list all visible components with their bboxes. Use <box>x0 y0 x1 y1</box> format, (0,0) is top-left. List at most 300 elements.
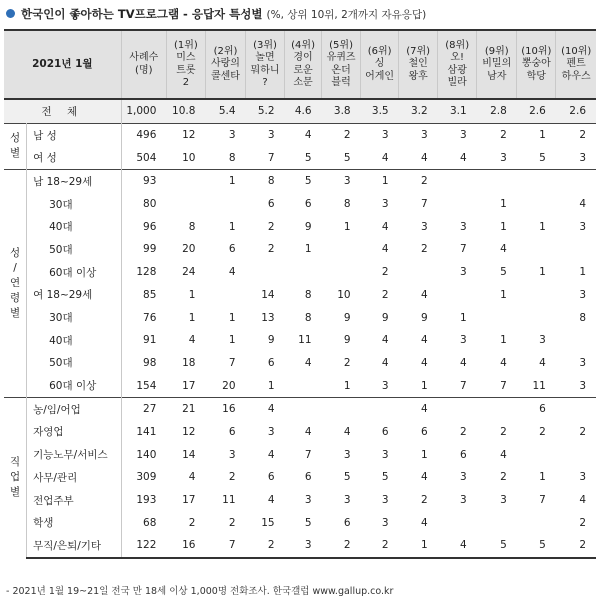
sample-size-cell: 1,000 <box>121 99 166 123</box>
percent-cell: 6 <box>228 243 236 256</box>
sample-size-cell: 93 <box>121 170 166 193</box>
percent-cell: 4 <box>420 151 428 164</box>
percent-cell: 10 <box>337 288 351 301</box>
percent-cell: 5 <box>343 471 351 484</box>
percent-cell: 6 <box>381 425 389 438</box>
percent-cell: 4 <box>420 334 428 347</box>
percent-cell: 1 <box>228 334 236 347</box>
program-name-line: 하우스 <box>561 70 591 82</box>
sample-size-cell: 99 <box>121 238 166 261</box>
percent-cell: 9 <box>304 220 312 233</box>
percent-cell: 4 <box>246 397 285 420</box>
percent-cell: 2 <box>460 425 467 438</box>
percent-cell: 2 <box>399 170 438 193</box>
percent-cell: 3 <box>304 494 312 507</box>
group-label-char: 별 <box>9 307 21 319</box>
percent-cell: 3 <box>579 356 586 369</box>
percent-cell: 1 <box>228 220 236 233</box>
percent-cell <box>361 397 399 420</box>
percent-cell: 2 <box>420 243 428 256</box>
percent-cell <box>517 170 556 193</box>
percent-cell: 3 <box>343 448 351 461</box>
program-name-line: 뽕숭아 <box>521 58 551 70</box>
percent-cell: 21 <box>166 397 205 420</box>
percent-cell: 3 <box>460 471 467 484</box>
percent-cell: 4 <box>381 151 389 164</box>
percent-cell <box>517 511 556 534</box>
percent-cell <box>477 511 517 534</box>
percent-cell: 2 <box>579 516 586 529</box>
percent-cell: 16 <box>166 534 205 558</box>
percent-cell: 14 <box>182 448 196 461</box>
title-text: 한국인이 좋아하는 TV프로그램 - 응답자 특성별 <box>21 7 263 21</box>
percent-cell: 7 <box>420 198 428 211</box>
percent-cell: 5.2 <box>246 99 285 123</box>
percent-cell: 2 <box>500 425 507 438</box>
group-label-char: 별 <box>9 486 21 499</box>
percent-cell: 4 <box>420 516 428 529</box>
percent-cell: 4 <box>343 425 351 438</box>
sample-size-cell: 504 <box>121 146 166 169</box>
program-rank: (7위) <box>406 45 431 57</box>
sample-size-cell: 27 <box>121 397 166 420</box>
percent-cell: 4 <box>381 356 389 369</box>
percent-cell: 2 <box>556 123 596 146</box>
percent-cell: 5 <box>285 170 322 193</box>
table-row <box>4 489 596 512</box>
percent-cell: 2 <box>246 534 285 558</box>
sample-size-cell: 68 <box>121 511 166 534</box>
group-label-char: 별 <box>9 147 21 160</box>
percent-cell: 2.6 <box>556 99 596 123</box>
table-row <box>4 352 596 375</box>
percent-cell <box>246 261 285 284</box>
table-row <box>4 170 596 193</box>
percent-cell <box>477 306 517 329</box>
percent-cell <box>285 261 322 284</box>
percent-cell <box>285 397 322 420</box>
header-program <box>246 30 285 99</box>
sample-size-cell: 98 <box>121 352 166 375</box>
percent-cell: 8 <box>246 170 285 193</box>
percent-cell: 2 <box>267 243 275 256</box>
sample-size-cell: 309 <box>121 466 166 489</box>
percent-cell: 3.2 <box>399 99 438 123</box>
percent-cell: 4 <box>500 243 507 256</box>
percent-cell: 6 <box>420 425 428 438</box>
group-label-char: / <box>13 262 17 274</box>
percent-cell: 1 <box>420 448 428 461</box>
percent-cell: 3 <box>343 494 351 507</box>
percent-cell: 9 <box>343 311 351 324</box>
percent-cell: 13 <box>261 311 275 324</box>
percent-cell: 3 <box>267 425 275 438</box>
percent-cell: 4 <box>500 448 507 461</box>
percent-cell: 1 <box>500 288 507 301</box>
program-rank: (4위) <box>291 39 315 51</box>
percent-cell: 4 <box>381 334 389 347</box>
percent-cell <box>166 193 205 216</box>
percent-cell: 4 <box>420 356 428 369</box>
program-name-line: 비밀의 <box>482 58 512 70</box>
percent-cell <box>556 443 596 466</box>
program-rank: (8위) <box>445 39 470 51</box>
percent-cell: 3.5 <box>361 99 399 123</box>
sample-size-cell: 80 <box>121 193 166 216</box>
row-label: 기능노무/서비스 <box>33 449 108 462</box>
percent-cell: 1 <box>304 243 312 256</box>
percent-cell: 17 <box>182 494 196 507</box>
percent-cell: 3 <box>460 266 467 279</box>
percent-cell: 3 <box>381 448 389 461</box>
percent-cell <box>477 397 517 420</box>
row-label: 사무/관리 <box>33 471 78 484</box>
percent-cell: 4 <box>420 471 428 484</box>
percent-cell: 3 <box>381 379 389 392</box>
group-label-char: 업 <box>9 471 21 484</box>
percent-cell: 5 <box>304 151 312 164</box>
program-rank: (10위) <box>561 45 592 57</box>
percent-cell <box>556 329 596 352</box>
percent-cell: 4 <box>381 220 389 233</box>
percent-cell: 2 <box>322 534 361 558</box>
header-sample-size-line: (명) <box>135 64 153 76</box>
percent-cell: 9 <box>420 311 428 324</box>
percent-cell: 1 <box>500 334 507 347</box>
percent-cell: 4 <box>285 123 322 146</box>
percent-cell: 4 <box>399 397 438 420</box>
percent-cell: 3 <box>381 516 389 529</box>
percent-cell <box>517 443 556 466</box>
program-rank: (6위) <box>367 45 392 57</box>
percent-cell: 3 <box>228 448 236 461</box>
percent-cell: 4 <box>579 494 586 507</box>
percent-cell <box>477 170 517 193</box>
percent-cell: 2 <box>420 494 428 507</box>
percent-cell: 6 <box>228 425 236 438</box>
percent-cell: 2.8 <box>477 99 517 123</box>
sample-size-cell: 496 <box>121 123 166 146</box>
program-rank: (5위) <box>329 39 353 51</box>
header-sample-size <box>121 30 166 99</box>
table-row <box>4 261 596 284</box>
program-name-line: 2 <box>182 77 190 88</box>
percent-cell: 1 <box>399 534 438 558</box>
percent-cell <box>517 238 556 261</box>
percent-cell: 3 <box>361 123 399 146</box>
percent-cell: 3 <box>285 534 322 558</box>
row-label: 남 18~29세 <box>27 170 122 193</box>
percent-cell <box>517 193 556 216</box>
percent-cell: 24 <box>182 266 196 279</box>
program-name-line: 온더 <box>331 64 351 76</box>
percent-cell: 2 <box>500 471 507 484</box>
header-program <box>361 30 399 99</box>
percent-cell <box>438 511 477 534</box>
header-program <box>322 30 361 99</box>
row-label: 40대 <box>49 334 73 347</box>
percent-cell: 4 <box>460 151 467 164</box>
percent-cell: 2 <box>381 288 389 301</box>
percent-cell: 1 <box>517 123 556 146</box>
program-name-line: ? <box>262 77 268 88</box>
percent-cell: 1 <box>343 220 351 233</box>
row-label: 농/임/어업 <box>27 397 122 420</box>
program-name-line: 블럭 <box>331 77 351 88</box>
percent-cell <box>556 397 596 420</box>
group-label <box>4 170 27 398</box>
header-program <box>477 30 517 99</box>
row-label: 무직/은퇴/기타 <box>27 534 122 558</box>
percent-cell: 2 <box>188 516 196 529</box>
percent-cell: 11 <box>298 334 312 347</box>
group-label-char: 직 <box>9 456 21 469</box>
sample-size-cell: 76 <box>121 306 166 329</box>
percent-cell <box>322 261 361 284</box>
percent-cell: 7 <box>228 356 236 369</box>
row-label: 남 성 <box>27 123 122 146</box>
percent-cell: 3 <box>539 334 546 347</box>
percent-cell <box>285 374 322 397</box>
percent-cell: 3 <box>322 170 361 193</box>
percent-cell: 11 <box>532 379 546 392</box>
percent-cell: 4 <box>500 356 507 369</box>
row-label: 40대 <box>49 221 73 234</box>
percent-cell: 14 <box>261 288 275 301</box>
percent-cell: 5 <box>381 471 389 484</box>
percent-cell <box>556 170 596 193</box>
percent-cell: 1 <box>539 220 546 233</box>
percent-cell: 3 <box>205 123 245 146</box>
row-label: 30대 <box>49 198 73 211</box>
sample-size-cell: 122 <box>121 534 166 558</box>
percent-cell: 4 <box>381 243 389 256</box>
percent-cell: 3 <box>579 379 586 392</box>
table-row <box>4 146 596 169</box>
percent-cell: 2 <box>343 356 351 369</box>
percent-cell: 18 <box>182 356 196 369</box>
row-label: 60대 이상 <box>49 380 97 393</box>
percent-cell: 8 <box>188 220 196 233</box>
percent-cell: 20 <box>222 379 236 392</box>
percent-cell <box>322 238 361 261</box>
program-name-line: 콜센타 <box>210 70 240 82</box>
percent-cell <box>399 261 438 284</box>
percent-cell: 1 <box>579 266 586 279</box>
percent-cell: 2 <box>556 534 596 558</box>
percent-cell: 1 <box>205 170 245 193</box>
percent-cell: 9 <box>267 334 275 347</box>
sample-size-cell: 141 <box>121 421 166 444</box>
percent-cell: 4 <box>539 356 546 369</box>
percent-cell: 2 <box>361 534 399 558</box>
percent-cell: 7 <box>539 494 546 507</box>
percent-cell: 2 <box>322 123 361 146</box>
total-row <box>4 99 596 123</box>
table-row <box>4 123 596 146</box>
percent-cell: 3 <box>579 151 586 164</box>
percent-cell: 10 <box>182 151 196 164</box>
source-note: - 2021년 1월 19~21일 전국 만 18세 이상 1,000명 전화조사. 한국갤럽 www.gallup.co.kr <box>6 586 394 597</box>
percent-cell: 1 <box>267 379 275 392</box>
table-row <box>4 421 596 444</box>
percent-cell: 2 <box>579 425 586 438</box>
table-row <box>4 329 596 352</box>
percent-cell <box>438 284 477 307</box>
percent-cell <box>438 193 477 216</box>
program-rank: (2위) <box>213 45 238 57</box>
percent-cell: 1 <box>500 198 507 211</box>
header-program <box>205 30 245 99</box>
table-row <box>4 534 596 558</box>
page-title <box>6 3 426 25</box>
percent-cell: 4 <box>304 425 312 438</box>
percent-cell: 2 <box>381 266 389 279</box>
percent-cell: 1 <box>361 170 399 193</box>
program-name-line: 남자 <box>487 70 507 82</box>
percent-cell: 20 <box>182 243 196 256</box>
group-label <box>4 397 27 557</box>
percent-cell: 5 <box>517 534 556 558</box>
header-program <box>438 30 477 99</box>
table-row <box>4 215 596 238</box>
program-name-line: 경이 <box>293 52 313 63</box>
percent-cell: 8 <box>304 288 312 301</box>
row-label: 여 성 <box>33 152 57 165</box>
table-row <box>4 193 596 216</box>
program-name-line: 로운 <box>293 64 313 76</box>
percent-cell: 3 <box>500 494 507 507</box>
percent-cell: 4 <box>304 356 312 369</box>
program-rank: (3위) <box>253 39 277 51</box>
program-name-line: 어게인 <box>365 70 395 82</box>
group-label-char: 성 <box>9 132 21 145</box>
program-name-line: 오! <box>450 52 465 63</box>
program-name-line: 펜트 <box>566 58 586 70</box>
table-row <box>4 284 596 307</box>
percent-cell: 1 <box>539 266 546 279</box>
percent-cell: 11 <box>222 494 236 507</box>
program-rank: (10위) <box>521 45 552 57</box>
percent-cell: 5 <box>500 266 507 279</box>
row-label: 자영업 <box>33 426 64 439</box>
sample-size-cell: 96 <box>121 215 166 238</box>
row-label: 50대 <box>49 243 73 256</box>
percent-cell: 10.8 <box>166 99 205 123</box>
percent-cell: 2 <box>228 471 236 484</box>
header-program <box>399 30 438 99</box>
header-sample-size-line: 사례수 <box>129 52 159 63</box>
percent-cell: 9 <box>381 311 389 324</box>
percent-cell <box>517 306 556 329</box>
percent-cell: 4 <box>267 448 275 461</box>
row-label: 전 체 <box>4 99 121 123</box>
percent-cell: 1 <box>500 220 507 233</box>
percent-cell: 3 <box>579 471 586 484</box>
percent-cell: 4 <box>579 198 586 211</box>
program-name-line: 싱 <box>374 58 385 70</box>
percent-cell: 7 <box>267 151 275 164</box>
percent-cell: 3 <box>460 334 467 347</box>
percent-cell: 1 <box>188 311 196 324</box>
percent-cell: 3 <box>579 288 586 301</box>
row-label: 전업주부 <box>33 494 74 507</box>
program-name-line: 유퀴즈 <box>326 52 356 63</box>
percent-cell: 1 <box>539 471 546 484</box>
percent-cell: 4 <box>267 494 275 507</box>
percent-cell <box>205 193 245 216</box>
percent-cell: 6 <box>304 198 312 211</box>
percent-cell: 5 <box>343 151 351 164</box>
program-name-line: 뭐하니 <box>250 64 280 76</box>
row-label: 60대 이상 <box>49 266 97 279</box>
percent-cell: 3 <box>579 220 586 233</box>
header-program <box>285 30 322 99</box>
table-header <box>4 30 596 99</box>
percent-cell <box>438 170 477 193</box>
percent-cell: 8 <box>343 198 351 211</box>
percent-cell: 8 <box>304 311 312 324</box>
percent-cell: 17 <box>182 379 196 392</box>
percent-cell: 6 <box>267 198 275 211</box>
percent-cell: 2 <box>267 220 275 233</box>
table-row <box>4 466 596 489</box>
percent-cell: 1 <box>460 311 467 324</box>
program-rank: (9위) <box>484 45 509 57</box>
percent-cell: 5 <box>304 516 312 529</box>
percent-cell: 8 <box>579 311 586 324</box>
percent-cell: 2 <box>477 123 517 146</box>
percent-cell: 3 <box>438 123 477 146</box>
program-name-line: 삼광 <box>447 64 467 76</box>
program-name-line: 미스 <box>176 52 196 63</box>
percent-cell <box>517 284 556 307</box>
percent-cell: 4 <box>460 356 467 369</box>
percent-cell: 1 <box>343 379 351 392</box>
percent-cell <box>322 397 361 420</box>
header-corner: 2021년 1월 <box>4 30 121 99</box>
row-label: 30대 <box>49 312 73 325</box>
percent-cell: 4 <box>188 471 196 484</box>
program-name-line: 빌라 <box>447 77 467 88</box>
group-label-char: 연 <box>9 277 21 289</box>
percent-cell <box>556 238 596 261</box>
percent-cell <box>166 170 205 193</box>
row-label: 50대 <box>49 357 73 370</box>
row-label: 여 18~29세 <box>33 289 93 302</box>
header-program <box>556 30 596 99</box>
sample-size-cell: 91 <box>121 329 166 352</box>
bullet-icon <box>6 9 15 18</box>
program-rank: (1위) <box>174 39 198 51</box>
program-name-line: 놀면 <box>255 52 275 63</box>
group-label-char: 령 <box>9 292 21 304</box>
program-name-line: 트롯 <box>176 64 196 76</box>
percent-cell: 5 <box>539 151 546 164</box>
percent-cell: 6 <box>267 471 275 484</box>
percent-cell: 1 <box>228 311 236 324</box>
percent-cell: 3 <box>420 220 428 233</box>
percent-cell: 6 <box>517 397 556 420</box>
group-label-char: 성 <box>9 247 21 259</box>
percent-cell: 2.6 <box>517 99 556 123</box>
percent-cell: 1 <box>420 379 428 392</box>
program-name-line: 사랑의 <box>210 58 240 70</box>
percent-cell: 3 <box>399 123 438 146</box>
header-program <box>166 30 205 99</box>
data-table <box>4 29 596 559</box>
percent-cell: 4 <box>420 288 428 301</box>
